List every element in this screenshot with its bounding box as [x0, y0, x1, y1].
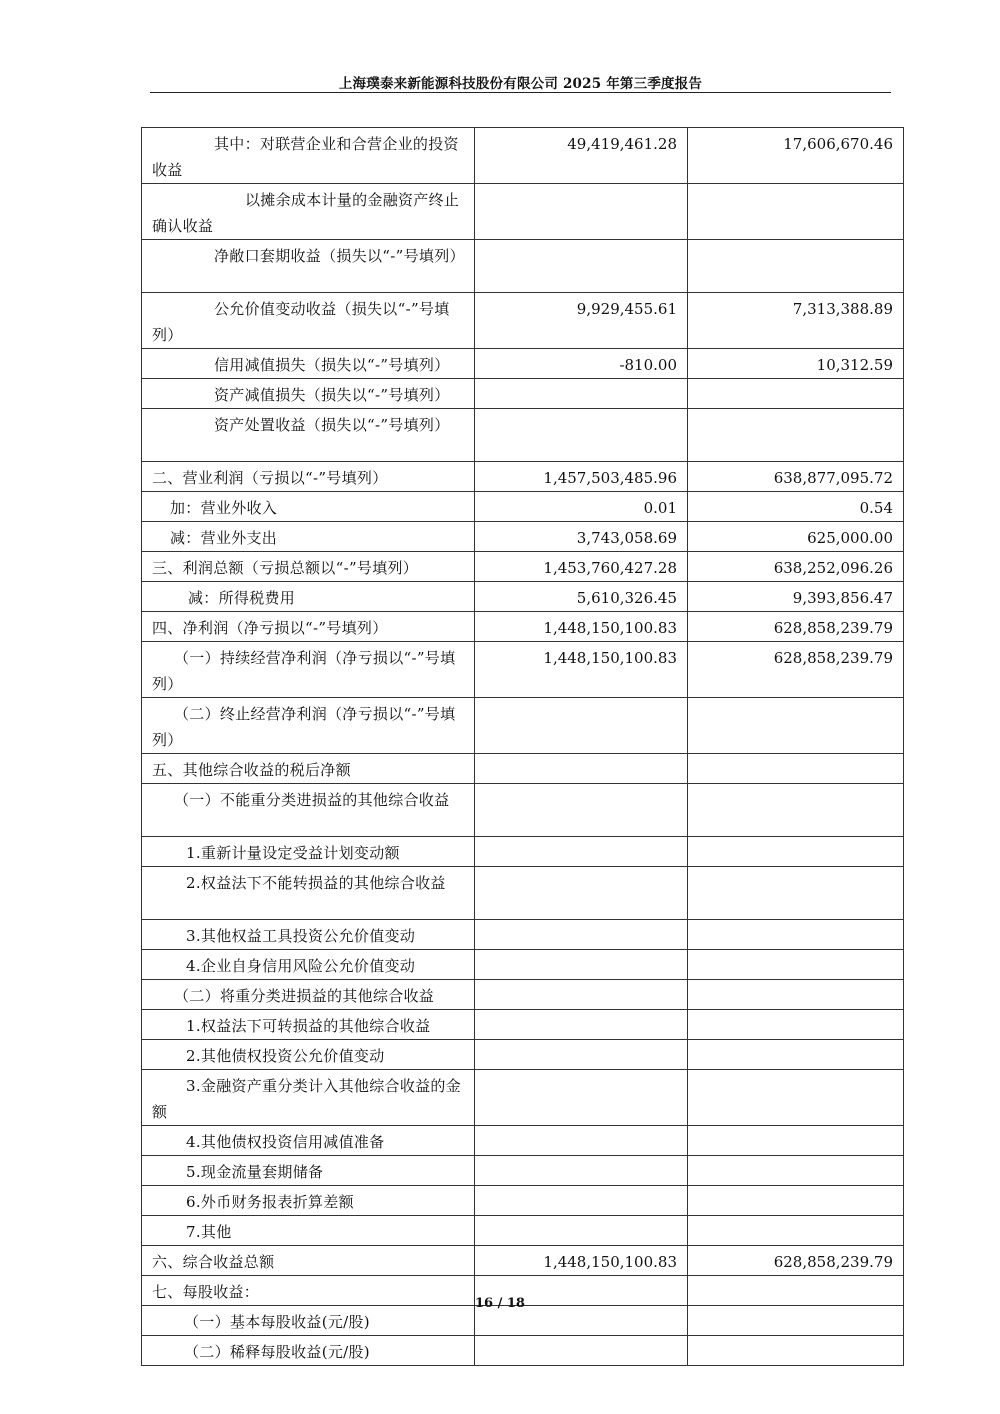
prior-period-value: 9,393,856.47: [688, 582, 904, 612]
table-row: [142, 349, 904, 379]
row-label-cell: [142, 462, 475, 492]
row-label-cell: [142, 1216, 475, 1246]
prior-period-value: [688, 1216, 904, 1246]
prior-period-value: [688, 1156, 904, 1186]
row-label: 净敞口套期收益（损失以“-”号填列）: [214, 247, 465, 265]
current-period-value: [475, 1186, 688, 1216]
current-period-value: 3,743,058.69: [475, 522, 688, 552]
current-period-value: 5,610,326.45: [475, 582, 688, 612]
row-label-cell: [142, 950, 475, 980]
prior-period-value: [688, 784, 904, 837]
current-period-value: [475, 1216, 688, 1246]
prior-period-value: [688, 409, 904, 462]
prior-period-value: [688, 1070, 904, 1126]
prior-period-value: 17,606,670.46: [688, 128, 904, 184]
current-period-value: [475, 379, 688, 409]
prior-period-value: 625,000.00: [688, 522, 904, 552]
prior-period-value: [688, 950, 904, 980]
current-period-value: [475, 240, 688, 293]
row-label-cell: [142, 1336, 475, 1366]
row-label: 2.权益法下不能转损益的其他综合收益: [186, 874, 446, 892]
row-label-cell: [142, 1040, 475, 1070]
row-label-cell: [142, 184, 475, 240]
prior-period-value: 0.54: [688, 492, 904, 522]
prior-period-value: 10,312.59: [688, 349, 904, 379]
prior-period-value: 628,858,239.79: [688, 642, 904, 698]
table-row: [142, 612, 904, 642]
current-period-value: [475, 950, 688, 980]
table-row: [142, 293, 904, 349]
current-period-value: [475, 754, 688, 784]
row-label: 加：营业外收入: [170, 499, 278, 517]
row-label-cell: [142, 409, 475, 462]
row-label: 1.权益法下可转损益的其他综合收益: [186, 1017, 431, 1035]
row-label-cell: [142, 920, 475, 950]
table-row: [142, 837, 904, 867]
row-label: （一）不能重分类进损益的其他综合收益: [174, 791, 450, 809]
income-statement-body: [142, 128, 904, 1366]
prior-period-value: [688, 980, 904, 1010]
current-period-value: [475, 184, 688, 240]
table-row: [142, 642, 904, 698]
row-label: 2.其他债权投资公允价值变动: [186, 1047, 385, 1065]
table-row: [142, 1156, 904, 1186]
row-label: 二、营业利润（亏损以“-”号填列）: [152, 469, 388, 487]
table-row: [142, 867, 904, 920]
row-label: 3.金融资产重分类计入其他综合收益的金额: [152, 1077, 462, 1121]
current-period-value: 9,929,455.61: [475, 293, 688, 349]
table-row: [142, 409, 904, 462]
prior-period-value: [688, 920, 904, 950]
row-label-cell: [142, 1186, 475, 1216]
row-label: 公允价值变动收益（损失以“-”号填列）: [152, 300, 450, 344]
row-label: 五、其他综合收益的税后净额: [152, 761, 351, 779]
table-row: [142, 784, 904, 837]
table-row: [142, 1010, 904, 1040]
prior-period-value: [688, 1336, 904, 1366]
current-period-value: 1,448,150,100.83: [475, 612, 688, 642]
current-period-value: [475, 1010, 688, 1040]
row-label-cell: [142, 128, 475, 184]
current-period-value: [475, 1126, 688, 1156]
current-period-value: [475, 1336, 688, 1366]
prior-period-value: [688, 1126, 904, 1156]
row-label-cell: [142, 612, 475, 642]
prior-period-value: [688, 1010, 904, 1040]
row-label: 减：所得税费用: [188, 589, 296, 607]
row-label-cell: [142, 1246, 475, 1276]
table-row: [142, 1246, 904, 1276]
row-label: 六、综合收益总额: [152, 1253, 275, 1271]
income-statement-table: [141, 127, 904, 1366]
row-label: 以摊余成本计量的金融资产终止确认收益: [152, 191, 460, 235]
row-label-cell: [142, 1156, 475, 1186]
current-period-value: 1,457,503,485.96: [475, 462, 688, 492]
current-period-value: 0.01: [475, 492, 688, 522]
prior-period-value: [688, 837, 904, 867]
table-row: [142, 698, 904, 754]
table-row: [142, 492, 904, 522]
table-row: [142, 980, 904, 1010]
prior-period-value: [688, 1040, 904, 1070]
prior-period-value: 638,252,096.26: [688, 552, 904, 582]
row-label-cell: [142, 349, 475, 379]
row-label-cell: [142, 837, 475, 867]
prior-period-value: [688, 240, 904, 293]
row-label-cell: [142, 1010, 475, 1040]
table-row: [142, 1070, 904, 1126]
table-row: [142, 754, 904, 784]
row-label-cell: [142, 784, 475, 837]
table-row: [142, 1126, 904, 1156]
current-period-value: 49,419,461.28: [475, 128, 688, 184]
row-label-cell: [142, 552, 475, 582]
row-label: 减：营业外支出: [170, 529, 278, 547]
row-label: 四、净利润（净亏损以“-”号填列）: [152, 619, 388, 637]
row-label-cell: [142, 1126, 475, 1156]
prior-period-value: 7,313,388.89: [688, 293, 904, 349]
table-row: [142, 950, 904, 980]
row-label: （二）终止经营净利润（净亏损以“-”号填列）: [152, 705, 456, 749]
table-row: [142, 1040, 904, 1070]
current-period-value: [475, 409, 688, 462]
prior-period-value: [688, 184, 904, 240]
row-label: （二）稀释每股收益(元/股): [184, 1343, 370, 1361]
row-label: 7.其他: [186, 1223, 232, 1241]
row-label: 信用减值损失（损失以“-”号填列）: [214, 356, 450, 374]
prior-period-value: [688, 754, 904, 784]
table-row: [142, 920, 904, 950]
row-label-cell: [142, 293, 475, 349]
prior-period-value: [688, 379, 904, 409]
header-rule: [150, 92, 891, 93]
current-period-value: -810.00: [475, 349, 688, 379]
prior-period-value: 628,858,239.79: [688, 1246, 904, 1276]
row-label-cell: [142, 1070, 475, 1126]
row-label: 资产减值损失（损失以“-”号填列）: [214, 386, 450, 404]
row-label: （二）将重分类进损益的其他综合收益: [174, 987, 435, 1005]
row-label-cell: [142, 379, 475, 409]
row-label: 1.重新计量设定受益计划变动额: [186, 844, 400, 862]
table-row: [142, 1216, 904, 1246]
current-period-value: [475, 784, 688, 837]
row-label-cell: [142, 754, 475, 784]
table-row: [142, 522, 904, 552]
row-label-cell: [142, 522, 475, 552]
current-period-value: [475, 980, 688, 1010]
prior-period-value: [688, 867, 904, 920]
row-label: 七、每股收益：: [152, 1283, 260, 1301]
current-period-value: [475, 867, 688, 920]
current-period-value: [475, 1070, 688, 1126]
row-label-cell: [142, 698, 475, 754]
row-label: 4.其他债权投资信用减值准备: [186, 1133, 385, 1151]
row-label: 5.现金流量套期储备: [186, 1163, 324, 1181]
prior-period-value: [688, 698, 904, 754]
table-row: [142, 1186, 904, 1216]
table-row: [142, 184, 904, 240]
row-label-cell: [142, 642, 475, 698]
current-period-value: 1,448,150,100.83: [475, 1246, 688, 1276]
table-row: [142, 462, 904, 492]
prior-period-value: 638,877,095.72: [688, 462, 904, 492]
row-label: 3.其他权益工具投资公允价值变动: [186, 927, 416, 945]
current-period-value: [475, 920, 688, 950]
current-period-value: [475, 837, 688, 867]
prior-period-value: 628,858,239.79: [688, 612, 904, 642]
prior-period-value: [688, 1186, 904, 1216]
row-label-cell: [142, 867, 475, 920]
current-period-value: [475, 1040, 688, 1070]
row-label: 6.外币财务报表折算差额: [186, 1193, 354, 1211]
row-label-cell: [142, 582, 475, 612]
row-label: 其中：对联营企业和合营企业的投资收益: [152, 135, 459, 179]
row-label-cell: [142, 492, 475, 522]
row-label: （一）持续经营净利润（净亏损以“-”号填列）: [152, 649, 456, 693]
table-row: [142, 128, 904, 184]
current-period-value: [475, 698, 688, 754]
current-period-value: [475, 1156, 688, 1186]
row-label: （一）基本每股收益(元/股): [184, 1313, 370, 1331]
row-label: 资产处置收益（损失以“-”号填列）: [214, 416, 450, 434]
table-row: [142, 1336, 904, 1366]
row-label-cell: [142, 240, 475, 293]
current-period-value: 1,453,760,427.28: [475, 552, 688, 582]
table-row: [142, 552, 904, 582]
row-label-cell: [142, 980, 475, 1010]
table-row: [142, 379, 904, 409]
table-row: [142, 582, 904, 612]
current-period-value: 1,448,150,100.83: [475, 642, 688, 698]
table-row: [142, 240, 904, 293]
row-label: 4.企业自身信用风险公允价值变动: [186, 957, 416, 975]
report-header-title: 上海璞泰来新能源科技股份有限公司 2025 年第三季度报告: [338, 76, 703, 92]
row-label: 三、利润总额（亏损总额以“-”号填列）: [152, 559, 419, 577]
page-number: 16 / 18: [475, 1296, 525, 1311]
